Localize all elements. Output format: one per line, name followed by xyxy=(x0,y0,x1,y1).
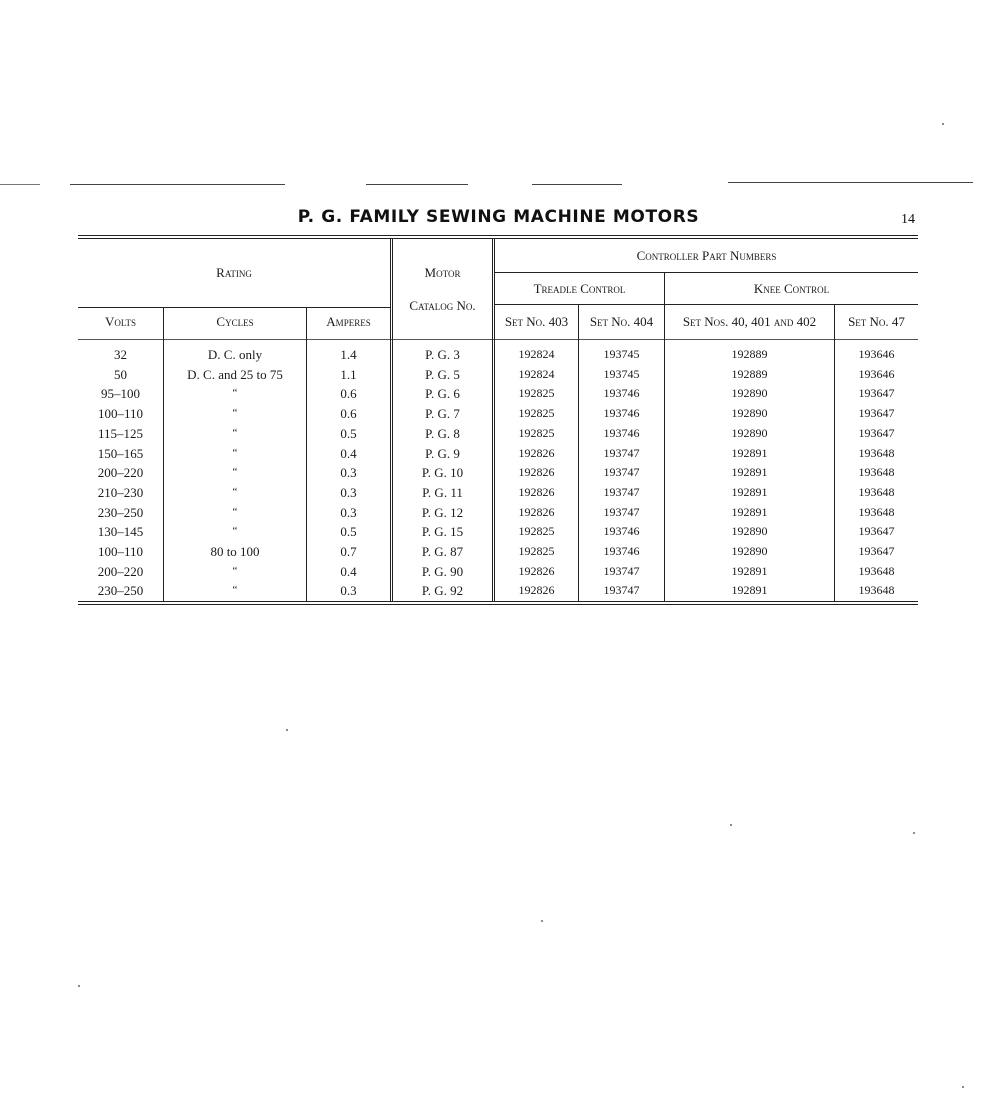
cell-amperes: 0.7 xyxy=(340,544,357,559)
cell-cycles: “ xyxy=(232,407,238,420)
cell-amperes: 0.3 xyxy=(340,504,357,520)
cell-catalog-no: P. G. 6 xyxy=(425,386,460,402)
header-set-47: Set No. 47 xyxy=(848,314,905,329)
table-bottom-rule xyxy=(78,601,918,602)
cell-amperes: 0.5 xyxy=(340,524,357,540)
cell-amperes: 0.3 xyxy=(340,465,357,481)
rating-under-rule xyxy=(78,307,390,308)
cell-set-404: 193746 xyxy=(603,524,640,539)
top-rule-3 xyxy=(532,184,622,185)
cell-cycles: “ xyxy=(232,564,238,577)
cell-set-404: 193746 xyxy=(603,386,640,401)
cell-set-403: 192826 xyxy=(518,563,555,578)
cell-set-404: 193746 xyxy=(603,406,640,421)
cell-set-40-401-402: 192889 xyxy=(731,347,768,361)
cell-set-40-401-402: 192889 xyxy=(731,366,768,381)
cell-catalog-no: P. G. 15 xyxy=(421,524,464,540)
cell-catalog-no: P. G. 7 xyxy=(425,406,460,422)
cell-set-403: 192824 xyxy=(518,347,555,361)
cell-amperes: 0.6 xyxy=(340,406,357,422)
cell-volts: 230–250 xyxy=(97,583,144,599)
cell-set-403: 192826 xyxy=(518,484,555,499)
header-controller-part-numbers: Controller Part Numbers xyxy=(636,248,777,263)
header-set-404: Set No. 404 xyxy=(589,314,654,329)
cell-volts: 100–110 xyxy=(97,406,144,422)
cell-set-403: 192825 xyxy=(518,406,555,421)
header-amperes: Amperes xyxy=(326,314,371,329)
cell-catalog-no: P. G. 12 xyxy=(421,504,464,520)
header-set-40-401-402: Set Nos. 40, 401 and 402 xyxy=(682,314,817,329)
cell-set-40-401-402: 192890 xyxy=(731,524,768,539)
scan-speck xyxy=(962,1086,964,1088)
treadle-knee-under-rule xyxy=(494,304,918,305)
cell-set-403: 192825 xyxy=(518,386,555,401)
cell-volts: 150–165 xyxy=(97,445,144,461)
header-motor: Motor xyxy=(424,265,461,280)
cell-set-404: 193747 xyxy=(603,465,640,480)
cell-set-404: 193747 xyxy=(603,583,640,598)
cell-set-47: 193646 xyxy=(858,347,895,361)
header-catalog-no: Catalog No. xyxy=(409,298,476,313)
header-volts: Volts xyxy=(104,314,137,329)
vrule-motor-controller-a xyxy=(492,239,493,601)
header-set-403: Set No. 403 xyxy=(504,314,569,329)
cell-volts: 200–220 xyxy=(97,465,144,481)
cell-amperes: 0.6 xyxy=(340,386,357,402)
table-top-rule xyxy=(78,235,918,236)
cell-volts: 200–220 xyxy=(97,563,144,579)
cell-set-403: 192826 xyxy=(518,583,555,598)
cell-set-47: 193647 xyxy=(858,425,895,440)
cell-set-404: 193747 xyxy=(603,445,640,460)
table-bottom-rule-2 xyxy=(78,604,918,605)
top-rule-4 xyxy=(728,182,973,183)
cell-set-404: 193747 xyxy=(603,563,640,578)
scan-speck xyxy=(541,920,543,922)
cell-amperes: 0.3 xyxy=(340,484,357,500)
header-treadle-control: Treadle Control xyxy=(533,281,626,296)
cell-cycles: “ xyxy=(232,485,238,498)
cell-volts: 230–250 xyxy=(97,504,144,520)
cell-set-40-401-402: 192891 xyxy=(731,465,768,480)
cell-volts: 100–110 xyxy=(97,544,144,559)
cell-catalog-no: P. G. 90 xyxy=(421,563,464,579)
cell-set-40-401-402: 192890 xyxy=(731,544,768,558)
cell-set-47: 193648 xyxy=(858,465,895,480)
scan-speck xyxy=(286,729,288,731)
cell-cycles: “ xyxy=(232,426,238,439)
cell-set-404: 193746 xyxy=(603,544,640,558)
cell-cycles: D. C. and 25 to 75 xyxy=(187,366,283,382)
cell-catalog-no: P. G. 92 xyxy=(421,583,464,599)
cell-cycles: “ xyxy=(232,387,238,400)
cell-volts: 32 xyxy=(114,347,127,362)
cell-set-47: 193648 xyxy=(858,504,895,519)
cell-volts: 130–145 xyxy=(97,524,144,540)
cell-volts: 115–125 xyxy=(97,425,144,441)
page-number: 14 xyxy=(901,212,915,227)
cell-set-403: 192825 xyxy=(518,544,555,558)
cell-set-47: 193648 xyxy=(858,445,895,460)
cell-amperes: 0.4 xyxy=(340,563,357,579)
cell-set-47: 193648 xyxy=(858,484,895,499)
header-rating: Rating xyxy=(216,265,252,280)
cell-cycles: “ xyxy=(232,466,238,479)
cell-set-404: 193745 xyxy=(603,347,640,361)
cell-set-40-401-402: 192890 xyxy=(731,386,768,401)
header-bottom-rule xyxy=(78,339,918,340)
cell-volts: 50 xyxy=(114,366,127,382)
cell-amperes: 1.4 xyxy=(340,347,357,362)
cell-set-403: 192826 xyxy=(518,445,555,460)
cell-amperes: 0.3 xyxy=(340,583,357,599)
top-rule-2 xyxy=(366,184,468,185)
cell-cycles: 80 to 100 xyxy=(210,544,260,559)
cell-set-47: 193647 xyxy=(858,544,895,558)
cell-set-40-401-402: 192890 xyxy=(731,425,768,440)
cell-catalog-no: P. G. 5 xyxy=(425,366,460,382)
scan-speck xyxy=(78,985,80,987)
cell-set-40-401-402: 192891 xyxy=(731,583,768,598)
cell-volts: 210–230 xyxy=(97,484,144,500)
cell-amperes: 0.4 xyxy=(340,445,357,461)
header-knee-control: Knee Control xyxy=(753,281,830,296)
cell-set-404: 193746 xyxy=(603,425,640,440)
cell-set-403: 192826 xyxy=(518,465,555,480)
cell-set-40-401-402: 192891 xyxy=(731,563,768,578)
cell-set-403: 192825 xyxy=(518,425,555,440)
cell-amperes: 1.1 xyxy=(340,366,357,382)
cell-set-403: 192826 xyxy=(518,504,555,519)
cell-catalog-no: P. G. 10 xyxy=(421,465,464,481)
table-top-rule-2 xyxy=(78,238,918,239)
header-cycles: Cycles xyxy=(216,314,254,329)
cell-cycles: D. C. only xyxy=(207,347,263,362)
cell-catalog-no: P. G. 8 xyxy=(425,425,460,441)
cell-set-404: 193747 xyxy=(603,504,640,519)
cell-cycles: “ xyxy=(232,505,238,518)
cell-set-404: 193745 xyxy=(603,366,640,381)
cell-set-47: 193647 xyxy=(858,406,895,421)
cell-set-404: 193747 xyxy=(603,484,640,499)
cell-set-40-401-402: 192891 xyxy=(731,504,768,519)
cell-set-40-401-402: 192891 xyxy=(731,484,768,499)
scan-speck xyxy=(942,123,944,125)
cell-catalog-no: P. G. 87 xyxy=(421,544,464,559)
page-title: P. G. FAMILY SEWING MACHINE MOTORS xyxy=(297,207,700,227)
cell-set-40-401-402: 192891 xyxy=(731,445,768,460)
cell-cycles: “ xyxy=(232,584,238,597)
cell-set-403: 192825 xyxy=(518,524,555,539)
cell-catalog-no: P. G. 9 xyxy=(425,445,460,461)
cell-amperes: 0.5 xyxy=(340,425,357,441)
cell-set-47: 193646 xyxy=(858,366,895,381)
scan-speck xyxy=(730,824,732,826)
cell-cycles: “ xyxy=(232,525,238,538)
cell-catalog-no: P. G. 3 xyxy=(425,347,460,362)
cell-set-47: 193647 xyxy=(858,386,895,401)
top-rule-1 xyxy=(70,184,285,185)
cell-set-403: 192824 xyxy=(518,366,555,381)
cell-volts: 95–100 xyxy=(101,386,140,402)
cell-catalog-no: P. G. 11 xyxy=(422,484,463,500)
cell-set-47: 193648 xyxy=(858,583,895,598)
vrule-rating-motor-a xyxy=(390,239,391,601)
cell-cycles: “ xyxy=(232,446,238,459)
cell-set-47: 193648 xyxy=(858,563,895,578)
top-rule-left xyxy=(0,184,40,185)
controller-under-rule xyxy=(494,272,918,273)
scan-speck xyxy=(913,832,915,834)
cell-set-47: 193647 xyxy=(858,524,895,539)
cell-set-40-401-402: 192890 xyxy=(731,406,768,421)
